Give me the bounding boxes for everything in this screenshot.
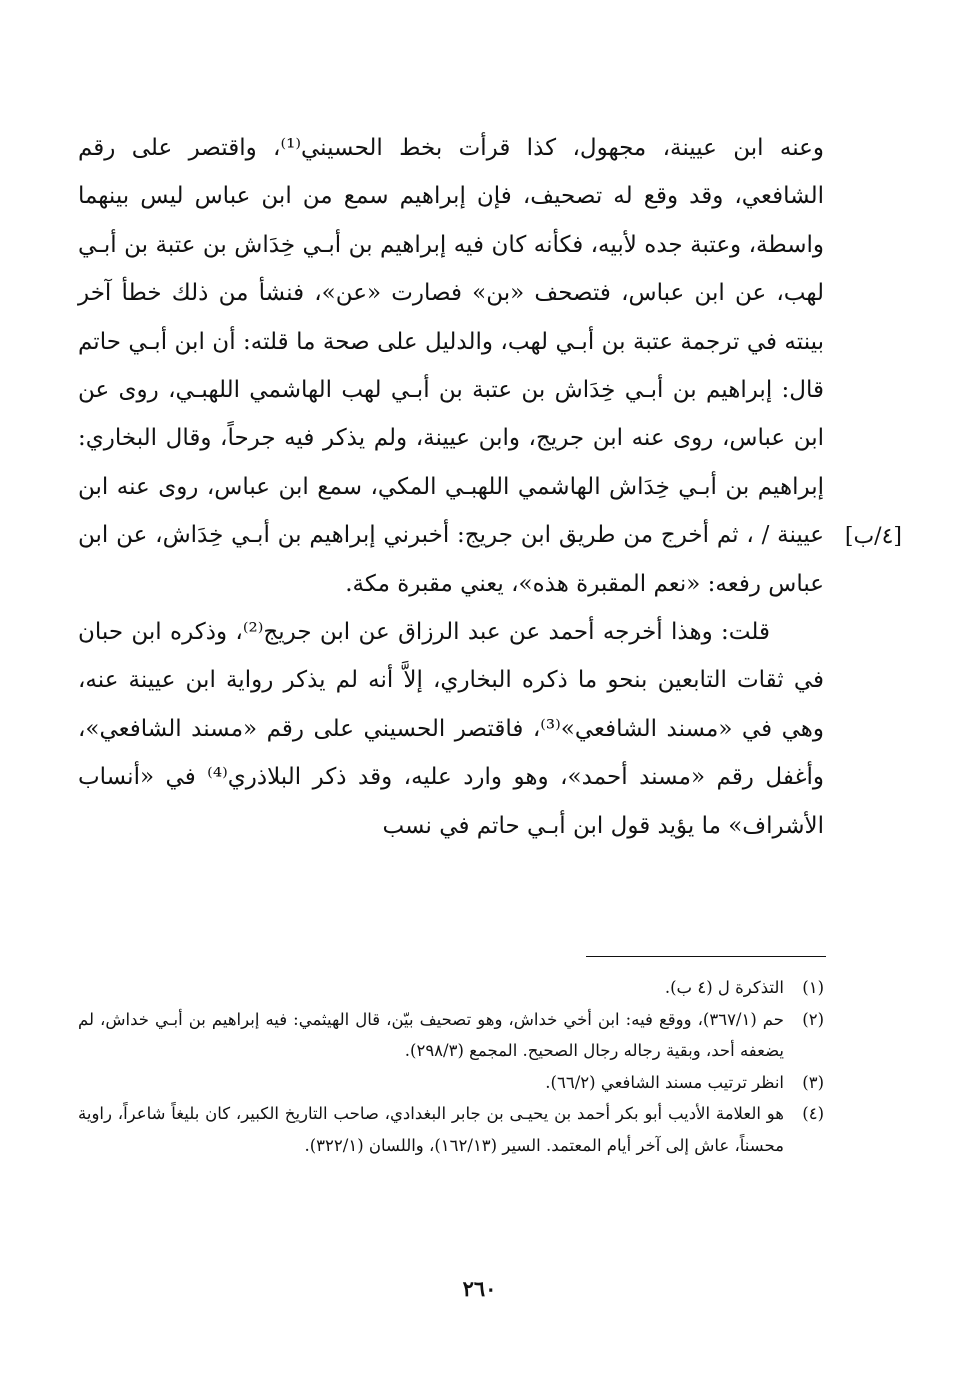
footnote-number: (٤) [802, 1104, 824, 1123]
footnotes [78, 972, 824, 1161]
footnote-text: التذكرة ل (٤ ب). [664, 978, 784, 997]
footnote-1 [78, 972, 824, 1004]
footnote-text: هو العلامة الأديب أبو بكر أحمد بن يحيـى بن جابر البغدادي، صاحب التاريخ الكبير، كان بليغاً شاعراً، راوية محسناً، عاش إلى آخر أيام المعتمد. السير (١٦٢/١٣)، واللسان (٣٢٢/١). [78, 1104, 784, 1155]
footnote-number: (٢) [802, 1009, 824, 1029]
footnote-2 [78, 1004, 824, 1067]
footnote-separator [586, 956, 826, 957]
footnote-number: (٣) [802, 1072, 824, 1092]
main-text [78, 124, 824, 850]
page-number: ٢٦٠ [462, 1276, 497, 1301]
paragraph-2: قلت: وهذا أخرجه أحمد عن عبد الرزاق عن ابن جريج⁽²⁾، وذكره ابن حبان في ثقات التابعين بنحو ما ذكره البخاري، إلاَّ أنه لم يذكر رواية ابن عيينة عنه، وهي في «مسند الشافعي»⁽³⁾، فاقتصر الحسيني على رقم «مسند الشافعي»، وأغفل رقم «مسند أحمد»، وهو وارد عليه، وقد ذكر البلاذري⁽⁴⁾ في «أنساب الأشراف» ما يؤيد قول ابن أبـي حاتم في نسب [78, 619, 824, 839]
footnote-text: انظر ترتيب مسند الشافعي (٦٦/٢). [545, 1072, 784, 1092]
footnote-text: حم (٣٦٧/١)، ووقع فيه: ابن أخي خداش، وهو تصحيف بيّن، قال الهيثمي: فيه إبراهيم بن أبـي خداش، لم يضعفه أحد، وبقية رجاله رجال الصحيح. المجمع (٢٩٨/٣). [78, 1009, 784, 1060]
folio-marginal-note: [٤/ب] [844, 524, 902, 549]
footnote-4 [78, 1098, 824, 1161]
footnote-3 [78, 1067, 824, 1099]
paragraph-1: وعنه ابن عيينة، مجهول، كذا قرأت بخط الحسيني⁽¹⁾، واقتصر على رقم الشافعي، وقد وقع له تصحيف، فإن إبراهيم سمع من ابن عباس ليس بينهما واسطة، وعتبة جده لأبيه، فكأنه كان فيه إبراهيم بن أبـي خِدَاش بن عتبة بن أبـي لهب، عن ابن عباس، فتصحف «بن» فصارت «عن»، فنشأ من ذلك خطأ آخر بينته في ترجمة عتبة بن أبـي لهب، والدليل على صحة ما قلته: أن ابن أبـي حاتم قال: إبراهيم بن أبـي خِدَاش بن عتبة بن أبـي لهب الهاشمي اللهبـي، روى عن ابن عباس، روى عنه ابن جريج، وابن عيينة، ولم يذكر فيه جرحاً، وقال البخاري: إبراهيم بن أبـي خِدَاش الهاشمي اللهبـي المكي، سمع ابن عباس، روى عنه ابن عيينة / ، ثم أخرج من طريق ابن جريج: أخبرني إبراهيم بن أبـي خِدَاش، عن ابن عباس رفعه: «نعم المقبرة هذه»، يعني مقبرة مكة. [78, 135, 824, 597]
footnote-number: (١) [802, 978, 824, 997]
